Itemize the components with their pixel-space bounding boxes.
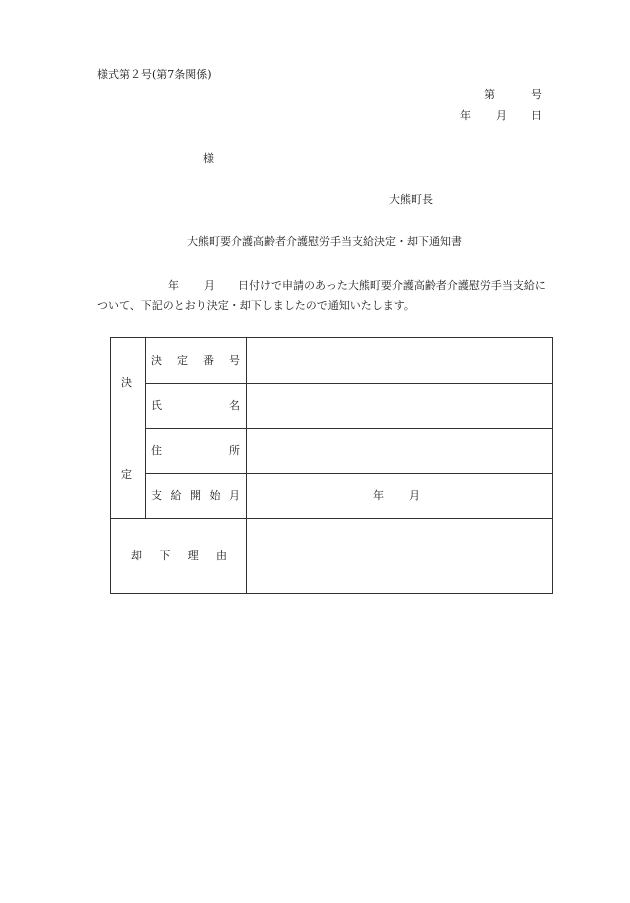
decision-table xyxy=(110,337,553,594)
address-label: 住 所 xyxy=(151,444,240,457)
doc-number-suffix: 号 xyxy=(531,88,542,101)
document-title: 大熊町要介護高齢者介護慰労手当支給決定・却下通知書 xyxy=(187,235,462,248)
decision-label-top: 決 xyxy=(121,376,132,389)
decision-number-label: 決 定 番 号 xyxy=(151,354,240,367)
form-number: 様式第２号(第7条関係) xyxy=(97,68,212,81)
body-year: 年 xyxy=(168,279,179,292)
doc-number-prefix: 第 xyxy=(484,88,495,101)
body-line1: 日付けで申請のあった大熊町要介護高齢者介護慰労手当支給に xyxy=(238,279,546,292)
date-month: 月 xyxy=(496,109,507,122)
decision-label-bottom: 定 xyxy=(121,468,132,481)
name-label: 氏 名 xyxy=(151,399,240,412)
body-month: 月 xyxy=(204,279,215,292)
rejection-reason-label: 却 下 理 由 xyxy=(131,549,227,562)
start-month-month: 月 xyxy=(409,489,420,502)
addressee-honorific: 様 xyxy=(203,152,214,165)
rejection-reason-field[interactable] xyxy=(247,519,552,593)
body-line2: ついて、下記のとおり決定・却下しましたので通知いたします。 xyxy=(97,299,415,312)
address-field[interactable] xyxy=(247,429,552,473)
decision-number-field[interactable] xyxy=(247,339,552,383)
date-year: 年 xyxy=(460,109,471,122)
name-field[interactable] xyxy=(247,384,552,428)
date-day: 日 xyxy=(531,109,542,122)
sender-title: 大熊町長 xyxy=(389,193,433,206)
start-month-year: 年 xyxy=(373,489,384,502)
start-month-label: 支 給 開 始 月 xyxy=(151,489,240,502)
table-divider xyxy=(145,473,552,474)
